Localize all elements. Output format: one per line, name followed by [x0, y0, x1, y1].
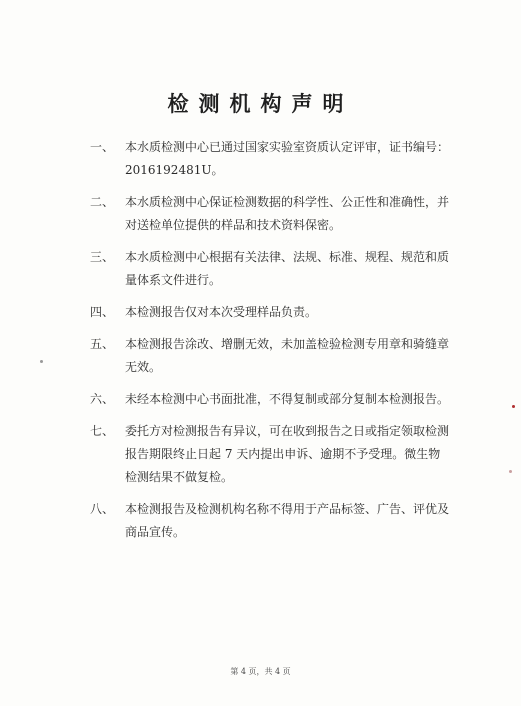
- statement-item-2: [90, 191, 450, 237]
- statement-item-8: [90, 498, 450, 544]
- item-text: 本水质检测中心保证检测数据的科学性、公正性和准确性，并对送检单位提供的样品和技术资料保密。: [125, 195, 450, 232]
- document-title: 检测机构声明: [167, 91, 354, 116]
- item-text: 本检测报告及检测机构名称不得用于产品标签、广告、评优及商品宣传。: [125, 502, 450, 539]
- item-text: 本水质检测中心已通过国家实验室资质认定评审，证书编号：2016192481U。: [125, 140, 450, 177]
- item-text: 委托方对检测报告有异议，可在收到报告之日或指定领取检测报告期限终止日起 7 天内提出申诉、逾期不予受理。微生物检测结果不做复检。: [125, 424, 450, 484]
- scan-mark: [40, 360, 43, 363]
- statement-item-1: [90, 136, 450, 182]
- page-footer: 第 4 页，共 4 页: [230, 667, 291, 676]
- statement-item-5: [90, 333, 450, 379]
- item-number: 一、: [90, 140, 115, 154]
- scan-mark: [512, 405, 515, 408]
- item-number: 六、: [90, 392, 115, 406]
- item-number: 七、: [90, 424, 115, 438]
- statement-item-4: [90, 301, 450, 324]
- item-number: 四、: [90, 305, 115, 319]
- item-number: 八、: [90, 502, 115, 516]
- item-text: 本检测报告仅对本次受理样品负责。: [125, 305, 318, 319]
- statement-list: [90, 136, 450, 553]
- statement-item-3: [90, 246, 450, 292]
- item-number: 二、: [90, 195, 115, 209]
- item-text: 本水质检测中心根据有关法律、法规、标准、规程、规范和质量体系文件进行。: [125, 250, 450, 287]
- item-number: 三、: [90, 250, 115, 264]
- item-number: 五、: [90, 337, 115, 351]
- statement-item-6: [90, 388, 450, 411]
- scan-mark: [509, 470, 512, 473]
- item-text: 未经本检测中心书面批准，不得复制或部分复制本检测报告。: [125, 392, 450, 406]
- item-text: 本检测报告涂改、增删无效，未加盖检验检测专用章和骑缝章无效。: [125, 337, 450, 374]
- statement-item-7: [90, 420, 450, 489]
